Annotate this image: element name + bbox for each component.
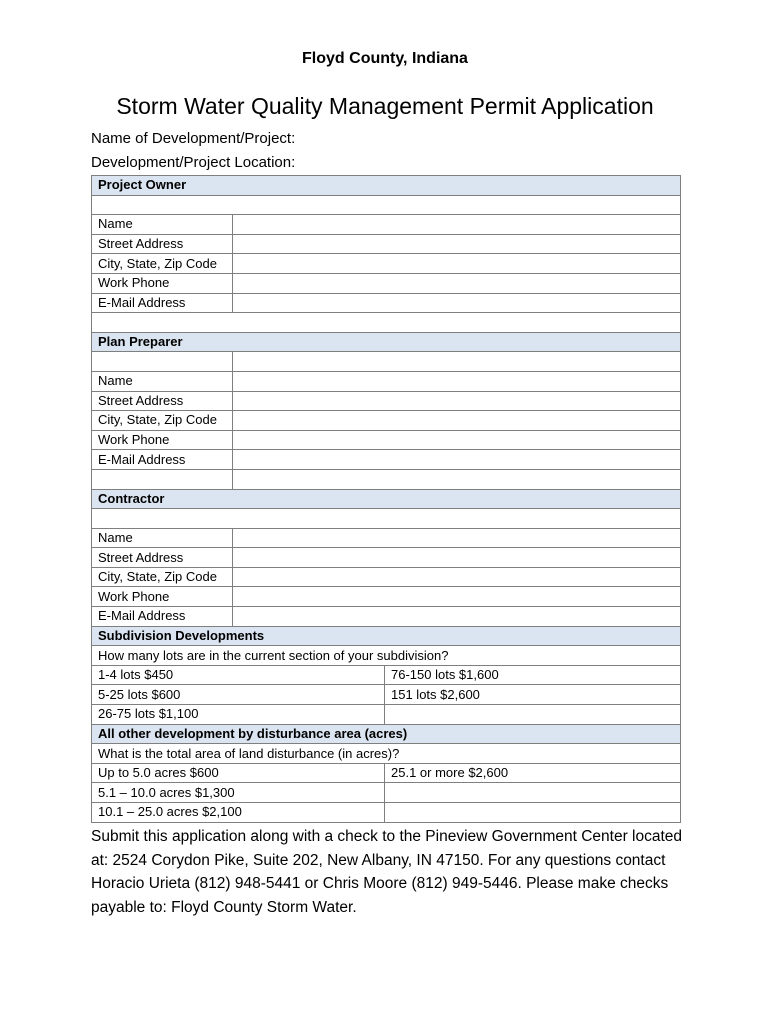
contractor-email-label: E-Mail Address — [92, 607, 233, 627]
fee-option[interactable]: 151 lots $2,600 — [385, 685, 681, 705]
fee-option[interactable]: 25.1 or more $2,600 — [385, 763, 681, 783]
owner-email-field[interactable] — [233, 293, 681, 313]
blank-cell — [92, 352, 233, 372]
section-contractor: Contractor — [92, 489, 681, 509]
preparer-email-label: E-Mail Address — [92, 450, 233, 470]
preparer-email-field[interactable] — [233, 450, 681, 470]
blank-cell — [233, 469, 681, 489]
fee-option[interactable]: Up to 5.0 acres $600 — [92, 763, 385, 783]
fee-option[interactable]: 5-25 lots $600 — [92, 685, 385, 705]
preparer-phone-label: Work Phone — [92, 430, 233, 450]
owner-street-label: Street Address — [92, 234, 233, 254]
other-question: What is the total area of land disturbance (in acres)? — [92, 744, 681, 764]
owner-city-label: City, State, Zip Code — [92, 254, 233, 274]
county-heading: Floyd County, Indiana — [302, 50, 468, 67]
subdivision-question: How many lots are in the current section of your subdivision? — [92, 646, 681, 666]
contractor-city-field[interactable] — [233, 567, 681, 587]
project-name-label: Name of Development/Project: — [91, 130, 296, 147]
project-location-label: Development/Project Location: — [91, 154, 296, 171]
owner-street-field[interactable] — [233, 234, 681, 254]
contractor-street-label: Street Address — [92, 548, 233, 568]
contractor-city-label: City, State, Zip Code — [92, 567, 233, 587]
preparer-city-label: City, State, Zip Code — [92, 411, 233, 431]
preparer-city-field[interactable] — [233, 411, 681, 431]
owner-name-label: Name — [92, 215, 233, 235]
submission-instructions — [91, 825, 691, 919]
blank-cell — [233, 352, 681, 372]
blank-row — [92, 195, 681, 215]
instructions-text: Submit this application along with a check to the Pineview Government Center located at: 2524 Corydon Pike, Suite 202, New Albany, IN 47150. For any questions contact Horacio Urieta (812) 948-5441 or Chris Moore (812) 949-5446. Please make checks payable to: Floyd County Storm Water. — [91, 828, 683, 916]
section-other-development: All other development by disturbance area (acres) — [92, 724, 681, 744]
page-title: Storm Water Quality Management Permit Application — [116, 93, 654, 119]
fee-option[interactable]: 5.1 – 10.0 acres $1,300 — [92, 783, 385, 803]
fee-option-empty — [385, 803, 681, 823]
section-plan-preparer: Plan Preparer — [92, 332, 681, 352]
fee-option[interactable]: 26-75 lots $1,100 — [92, 705, 385, 725]
section-project-owner: Project Owner — [92, 176, 681, 196]
owner-email-label: E-Mail Address — [92, 293, 233, 313]
contractor-street-field[interactable] — [233, 548, 681, 568]
contractor-email-field[interactable] — [233, 607, 681, 627]
owner-city-field[interactable] — [233, 254, 681, 274]
blank-row — [92, 509, 681, 529]
preparer-name-field[interactable] — [233, 371, 681, 391]
fee-option[interactable]: 76-150 lots $1,600 — [385, 665, 681, 685]
owner-phone-field[interactable] — [233, 273, 681, 293]
fee-option[interactable]: 1-4 lots $450 — [92, 665, 385, 685]
preparer-name-label: Name — [92, 371, 233, 391]
contractor-phone-label: Work Phone — [92, 587, 233, 607]
section-subdivision: Subdivision Developments — [92, 626, 681, 646]
blank-cell — [92, 469, 233, 489]
fee-option[interactable]: 10.1 – 25.0 acres $2,100 — [92, 803, 385, 823]
contractor-name-field[interactable] — [233, 528, 681, 548]
contractor-name-label: Name — [92, 528, 233, 548]
preparer-street-field[interactable] — [233, 391, 681, 411]
blank-row — [92, 313, 681, 333]
fee-option-empty — [385, 705, 681, 725]
preparer-phone-field[interactable] — [233, 430, 681, 450]
contractor-phone-field[interactable] — [233, 587, 681, 607]
owner-name-field[interactable] — [233, 215, 681, 235]
application-form-table — [91, 175, 681, 823]
fee-option-empty — [385, 783, 681, 803]
preparer-street-label: Street Address — [92, 391, 233, 411]
owner-phone-label: Work Phone — [92, 273, 233, 293]
